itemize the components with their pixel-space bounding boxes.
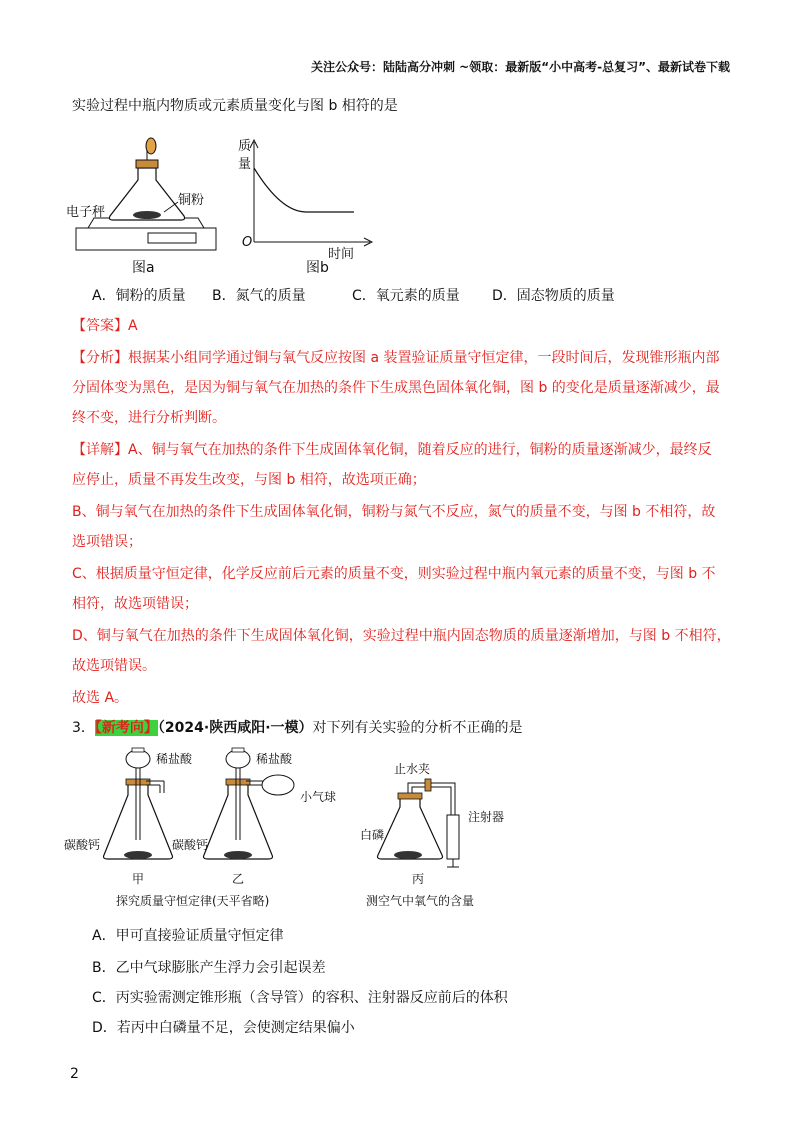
detail-line-7: D、铜与氧气在加热的条件下生成固体氧化铜，实验过程中瓶内固态物质的质量逐渐增加，与图 b 不相符， [72, 628, 731, 644]
option-d: D．固态物质的质量 [492, 288, 615, 304]
origin-label: O [242, 235, 253, 250]
x-label: 时间 [328, 247, 355, 262]
detail-line-2: 应停止，质量不再发生改变，与图 b 相符，故选项正确； [72, 472, 426, 488]
powder-label: 铜粉 [178, 193, 205, 208]
analysis-line-1: 【分析】根据某小组同学通过铜与氧气反应按图 a 装置验证质量守恒定律，一段时间后，发现锥形瓶内部 [72, 350, 720, 366]
q3-option-a: A．甲可直接验证质量守恒定律 [92, 928, 284, 944]
clamp-label: 止水夹 [394, 762, 431, 776]
conclusion: 故选 A。 [72, 690, 129, 706]
caco3-label-2: 碳酸钙 [172, 838, 209, 852]
acid-label-1: 稀盐酸 [156, 752, 193, 766]
detail-line-4: 选项错误； [72, 534, 142, 550]
fig-a-caption: 图a [132, 260, 155, 276]
option-b: B．氮气的质量 [212, 288, 306, 304]
syringe-label: 注射器 [468, 810, 505, 824]
page-number: 2 [70, 1066, 79, 1082]
figure-a-b [66, 120, 386, 280]
detail-line-1: 【详解】A、铜与氧气在加热的条件下生成固体氧化铜，随着反应的进行，铜粉的质量逐渐减少，最终反 [72, 442, 712, 458]
phosphorus-label: 白磷 [360, 828, 385, 842]
new-direction-tag: 【新考向】 [94, 720, 158, 736]
label-yi: 乙 [232, 872, 245, 886]
page-header: 关注公众号：陆陆高分冲刺 ~领取：最新版“小中高考-总复习”、最新试卷下载 [311, 60, 730, 74]
detail-line-5: C、根据质量守恒定律，化学反应前后元素的质量不变，则实验过程中瓶内氧元素的质量不变，与图 b 不 [72, 566, 716, 582]
mass-curve [254, 168, 354, 212]
figure-q3 [60, 745, 540, 915]
analysis-line-3: 终不变，进行分析判断。 [72, 410, 226, 426]
q3-source: （2024·陕西咸阳·一模） [157, 720, 313, 736]
q3-question: 对下列有关实验的分析不正确的是 [312, 720, 523, 736]
detail-line-8: 故选项错误。 [72, 658, 156, 674]
conical-flask [109, 138, 184, 220]
label-bing: 丙 [412, 872, 425, 886]
label-jia: 甲 [132, 872, 145, 886]
q3-stem [72, 718, 523, 738]
balloon-label: 小气球 [300, 790, 337, 804]
acid-label-2: 稀盐酸 [256, 752, 293, 766]
q3-option-b: B．乙中气球膨胀产生浮力会引起误差 [92, 960, 326, 976]
q3-option-c: C．丙实验需测定锥形瓶（含导管）的容积、注射器反应前后的体积 [92, 990, 508, 1006]
balance-label: 电子秤 [66, 205, 106, 220]
y-label-2: 量 [238, 157, 252, 172]
answer: 【答案】A [72, 318, 138, 334]
detail-line-3: B、铜与氧气在加热的条件下生成固体氧化铜，铜粉与氮气不反应，氮气的质量不变，与图 b 不相符，故 [72, 504, 716, 520]
electronic-balance [76, 218, 216, 250]
caption-left: 探究质量守恒定律(天平省略) [116, 894, 270, 908]
fig-b-caption: 图b [306, 260, 329, 276]
caption-right: 测空气中氧气的含量 [366, 894, 475, 908]
flask-bing [378, 779, 460, 867]
q3-number: 3． [72, 720, 95, 736]
question-stem: 实验过程中瓶内物质或元素质量变化与图 b 相符的是 [72, 98, 398, 114]
detail-line-6: 相符，故选项错误； [72, 596, 198, 612]
caco3-label-1: 碳酸钙 [64, 838, 101, 852]
option-c: C．氧元素的质量 [352, 288, 460, 304]
y-label-1: 质 [238, 139, 252, 154]
q3-option-d: D．若丙中白磷量不足，会使测定结果偏小 [92, 1020, 355, 1036]
analysis-line-2: 分固体变为黑色，是因为铜与氧气在加热的条件下生成黑色固体氧化铜，图 b 的变化是质量逐渐减少，最 [72, 380, 720, 396]
graph-b [250, 140, 372, 246]
option-a: A．铜粉的质量 [92, 288, 186, 304]
